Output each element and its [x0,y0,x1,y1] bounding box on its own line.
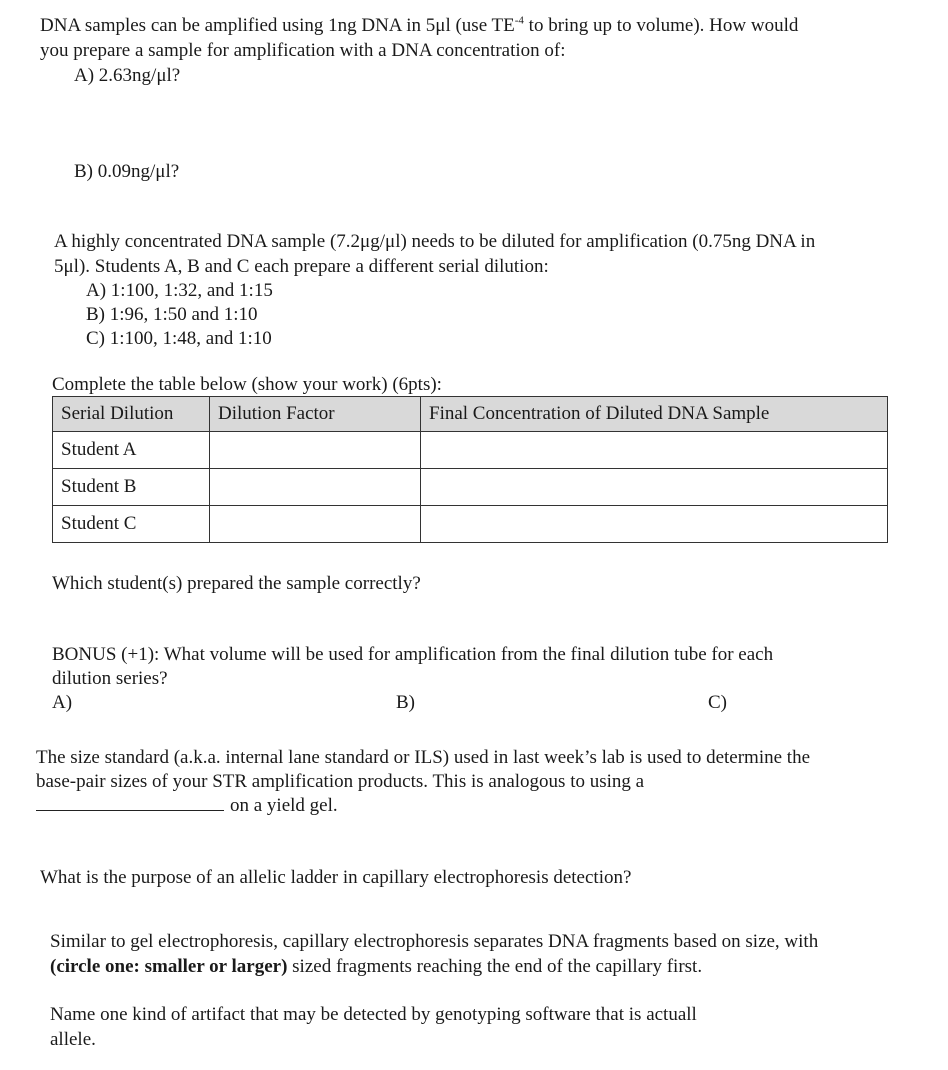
bonus-answer-c: C) [708,692,727,713]
size-standard-line2: base-pair sizes of your STR amplification products. This is analogous to using a [36,771,645,792]
artifact-line2: allele. [50,1029,96,1050]
size-standard-line1: The size standard (a.k.a. internal lane standard or ILS) used in last week’s lab is used to determine the [36,747,810,768]
row-label: Student A [53,432,210,469]
bonus-answer-b: B) [396,692,415,713]
table-row [53,506,888,543]
ce-line1: Similar to gel electrophoresis, capillary electrophoresis separates DNA fragments based on size, with [50,931,819,952]
answer-cell[interactable] [210,506,421,543]
answer-cell[interactable] [421,432,888,469]
q1-part-b: B) 0.09ng/μl? [74,161,180,182]
header-dilution-factor: Dilution Factor [210,397,421,432]
row-label: Student C [53,506,210,543]
bonus-answer-a: A) [52,692,73,713]
table-row [53,469,888,506]
bonus-line1: BONUS (+1): What volume will be used for amplification from the final dilution tube for each [52,644,774,665]
answer-cell[interactable] [210,469,421,506]
q2-option-c: C) 1:100, 1:48, and 1:10 [86,328,272,349]
header-final-concentration: Final Concentration of Diluted DNA Sample [421,397,888,432]
table-row [53,432,888,469]
which-student-question: Which student(s) prepared the sample correctly? [52,573,421,594]
q1-part-a: A) 2.63ng/μl? [74,65,181,86]
q2-option-a: A) 1:100, 1:32, and 1:15 [86,280,273,301]
bonus-line2: dilution series? [52,668,168,689]
ce-line2: (circle one: smaller or larger) sized fragments reaching the end of the capillary first. [50,956,703,977]
q2-line1: A highly concentrated DNA sample (7.2μg/μl) needs to be diluted for amplification (0.75ng DNA in [54,231,816,252]
answer-cell[interactable] [421,469,888,506]
answer-cell[interactable] [421,506,888,543]
table-header-row [53,397,888,432]
table-instruction: Complete the table below (show your work) (6pts): [52,374,442,395]
header-serial-dilution: Serial Dilution [53,397,210,432]
answer-cell[interactable] [210,432,421,469]
q2-line2: 5μl). Students A, B and C each prepare a different serial dilution: [54,256,549,277]
q1-line2: you prepare a sample for amplification with a DNA concentration of: [40,40,566,61]
size-standard-line3: on a yield gel. [36,794,338,818]
dilution-table [52,396,888,543]
allelic-ladder-question: What is the purpose of an allelic ladder in capillary electrophoresis detection? [40,867,632,888]
row-label: Student B [53,469,210,506]
q1-line1: DNA samples can be amplified using 1ng DNA in 5μl (use $TE^{-4}$ to bring up to volume). How would [40,14,799,36]
circle-one-choice: (circle one: smaller or larger) [50,956,288,977]
fill-in-blank[interactable] [36,794,224,811]
exponent: -4 [514,14,524,27]
artifact-line1: Name one kind of artifact that may be detected by genotyping software that is actuall [50,1004,697,1025]
q2-option-b: B) 1:96, 1:50 and 1:10 [86,304,258,325]
